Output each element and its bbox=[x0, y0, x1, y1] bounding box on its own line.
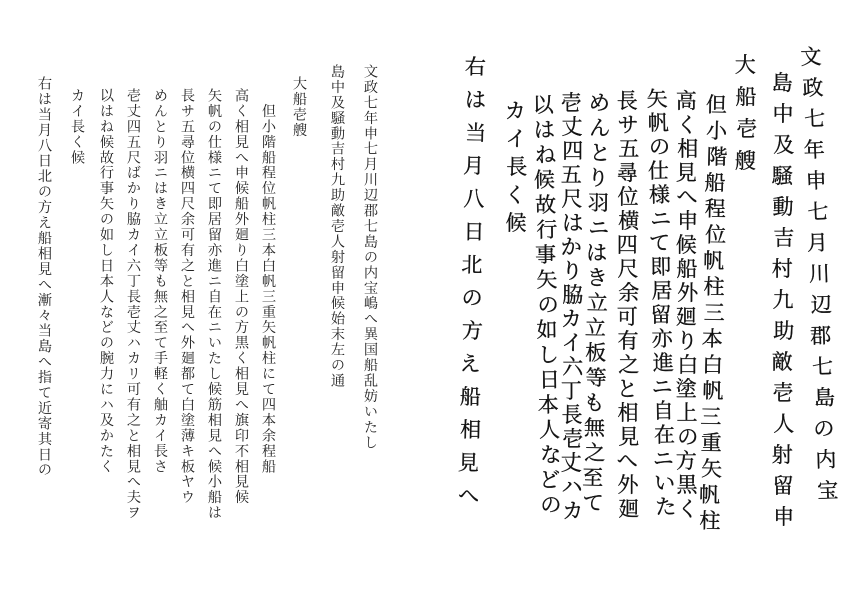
manuscript-column-9: 壱丈四五尺はかり脇カイ六丁長壱丈ハカ bbox=[560, 91, 584, 523]
transcription-column-9: 壱丈四五尺ばかり脇カイ六丁長壱丈ハカリ可有之と相見へ夫ヲ bbox=[125, 88, 141, 521]
manuscript-column-1: 文政七年申七月川辺郡七島の内宝 bbox=[800, 44, 839, 504]
manuscript-column-5: 高く相見へ申候船外廻り白塗上の方黒く bbox=[675, 89, 699, 521]
manuscript-column-2: 島中及騒動吉村九助敵壱人射留申 bbox=[771, 71, 795, 529]
manuscript-column-10: 以はね候故行事矢の如し日本人などの bbox=[532, 92, 562, 518]
transcription-column-10: 以はね候故行事矢の如し日本人などの腕力にハ及かたく bbox=[98, 88, 114, 475]
manuscript-column-8: めんとり羽ニはき立立板等も無之至て bbox=[582, 90, 611, 516]
transcription-column-6: 矢帆の仕様ニて即居留亦進ニ自在ニいたし候筋相見へ候小船は bbox=[206, 88, 222, 521]
manuscript-column-6: 矢帆の仕様ニて即居留亦進ニ自在ニいた bbox=[646, 86, 677, 520]
transcription-column-2: 島中及騒動吉村九助敵壱人射留申候始末左の通 bbox=[329, 64, 345, 389]
manuscript-column-12: 右は当月八日北の方え船相見へ bbox=[457, 54, 487, 509]
transcription-column-8: めんとり羽ニはき立立板等も無之至て手軽く舳カイ長さ bbox=[152, 88, 168, 475]
transcription-column-3: 大船壱艘 bbox=[291, 76, 307, 138]
transcription-column-4: 但小階船程位帆柱三本白帆三重矢帆柱にて四本余程船 bbox=[260, 88, 276, 475]
transcription-column-5: 高く相見へ申候船外廻り白塗上の方黒く相見へ旗印不相見候 bbox=[233, 88, 249, 506]
transcription-text bbox=[28, 64, 398, 534]
transcription-column-11: カイ長く候 bbox=[69, 88, 85, 166]
manuscript-column-4: 但小階船程位帆柱三本白帆三重矢帆柱 bbox=[698, 92, 728, 534]
transcription-column-7: 長サ五尋位横四尺余可有之と相見へ外廻都て白塗薄キ板ヤウ bbox=[179, 88, 195, 506]
handwritten-manuscript-image bbox=[440, 44, 839, 570]
transcription-column-12: 右は当月八日北の方え船相見へ漸々当島へ指て近寄其日の bbox=[36, 76, 52, 478]
transcription-column-1: 文政七年申七月川辺郡七島の内宝嶋へ異国船乱妨いたし bbox=[362, 64, 378, 451]
manuscript-svg bbox=[440, 44, 839, 570]
manuscript-column-7: 長サ五尋位横四尺余可有之と相見へ外廻 bbox=[616, 89, 640, 521]
manuscript-column-3: 大船壱艘 bbox=[734, 53, 758, 173]
manuscript-column-11: カイ長く候 bbox=[504, 99, 528, 235]
manuscript-columns bbox=[457, 45, 838, 534]
